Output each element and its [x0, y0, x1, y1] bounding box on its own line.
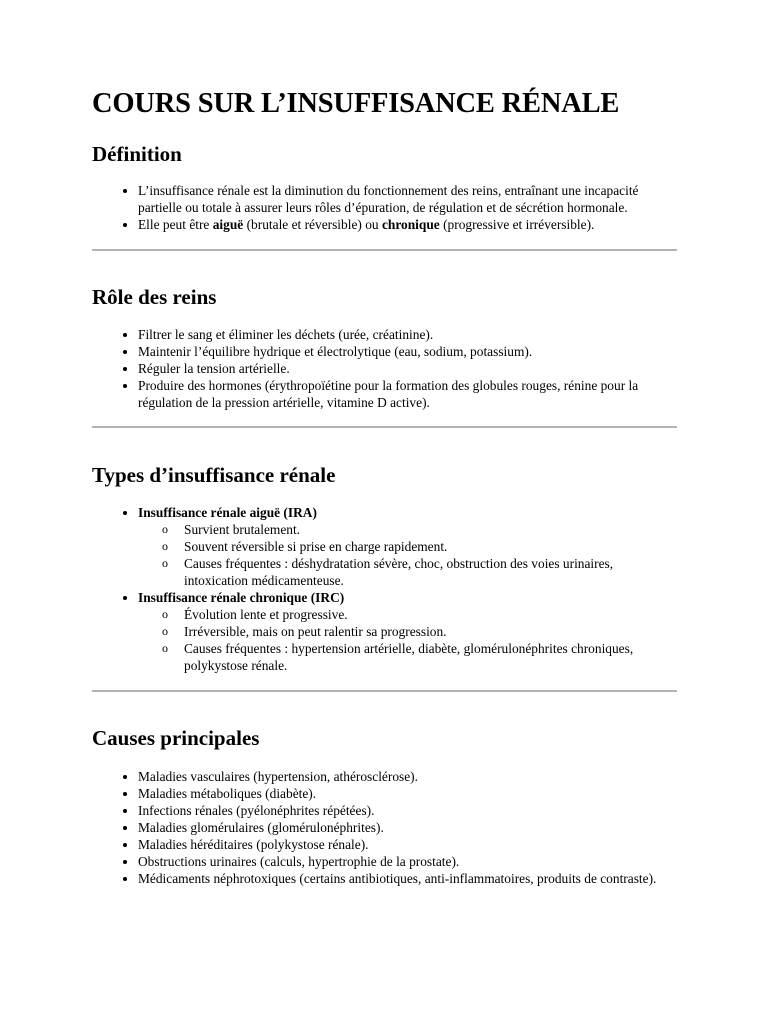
text-fragment: (progressive et irréversible).: [439, 217, 595, 232]
sub-list-text: Irréversible, mais on peut ralentir sa progression.: [184, 624, 447, 639]
type-label-ira: Insuffisance rénale aiguë (IRA): [138, 505, 317, 520]
sub-list-item: [162, 521, 677, 538]
sub-bullet-marker: o: [162, 624, 168, 638]
sub-list-item: [162, 640, 677, 674]
bold-term-chronique: chronique: [381, 217, 440, 232]
sub-bullet-marker: o: [162, 522, 168, 536]
list-item: • Maladies vasculaires (hypertension, athérosclérose).: [138, 768, 677, 785]
document-page: [92, 88, 677, 887]
sub-bullet-marker: o: [162, 641, 168, 655]
list-item: • Réguler la tension artérielle.: [138, 360, 677, 377]
section-heading-causes: Causes principales: [92, 726, 260, 750]
sub-list-text: Causes fréquentes : déshydratation sévère, choc, obstruction des voies urinaires, intoxication médicamenteuse.: [184, 556, 614, 588]
sub-list-text: Survient brutalement.: [184, 522, 301, 537]
section-heading-roles: Rôle des reins: [92, 285, 217, 309]
list-item: • Maladies métaboliques (diabète).: [138, 785, 677, 802]
list-item: • Médicaments néphrotoxiques (certains antibiotiques, anti-inflammatoires, produits de contraste).: [138, 870, 677, 887]
bold-term-aigue: aiguë: [212, 217, 244, 232]
page-title: COURS SUR L’INSUFFISANCE RÉNALE: [92, 88, 620, 119]
section-divider: [92, 690, 677, 692]
irc-sublist: [138, 606, 677, 674]
list-item: • Produire des hormones (érythropoïétine pour la formation des globules rouges, rénine pour la régulation de la pression artérielle, vitamine D active).: [138, 377, 677, 411]
section-heading-types: Types d’insuffisance rénale: [92, 463, 336, 487]
sub-bullet-marker: o: [162, 607, 168, 621]
text-fragment: Elle peut être: [138, 217, 213, 232]
list-item: • Obstructions urinaires (calculs, hypertrophie de la prostate).: [138, 853, 677, 870]
list-item: • Maladies glomérulaires (glomérulonéphrites).: [138, 819, 677, 836]
section-heading-definition: Définition: [92, 142, 182, 166]
ira-sublist: [138, 521, 677, 589]
sub-list-item: [162, 555, 677, 589]
list-item: • Infections rénales (pyélonéphrites répétées).: [138, 802, 677, 819]
list-item: • Filtrer le sang et éliminer les déchets (urée, créatinine).: [138, 326, 677, 343]
sub-list-text: Évolution lente et progressive.: [184, 607, 348, 622]
list-item-irc: [138, 589, 677, 674]
list-item-ira: [138, 504, 677, 589]
roles-list: [92, 326, 677, 411]
list-item: • L’insuffisance rénale est la diminution du fonctionnement des reins, entraînant une incapacité partielle ou totale à assurer leurs rôles d’épuration, de régulation et de sécrétion hormonale.: [138, 182, 677, 216]
list-item: [138, 216, 677, 233]
section-divider: [92, 249, 677, 251]
text-fragment: (brutale et réversible) ou: [243, 217, 382, 232]
section-divider: [92, 426, 677, 428]
list-item: • Maladies héréditaires (polykystose rénale).: [138, 836, 677, 853]
list-item: • Maintenir l’équilibre hydrique et électrolytique (eau, sodium, potassium).: [138, 343, 677, 360]
sub-bullet-marker: o: [162, 539, 168, 553]
type-label-irc: Insuffisance rénale chronique (IRC): [138, 590, 345, 605]
sub-list-item: [162, 538, 677, 555]
sub-list-text: Causes fréquentes : hypertension artérielle, diabète, glomérulonéphrites chroniques, polykystose rénale.: [184, 641, 634, 673]
sub-list-text: Souvent réversible si prise en charge rapidement.: [184, 539, 448, 554]
sub-list-item: [162, 606, 677, 623]
types-list: [92, 504, 677, 674]
causes-list: [92, 768, 677, 887]
sub-bullet-marker: o: [162, 556, 168, 570]
definition-list: [92, 182, 677, 233]
sub-list-item: [162, 623, 677, 640]
